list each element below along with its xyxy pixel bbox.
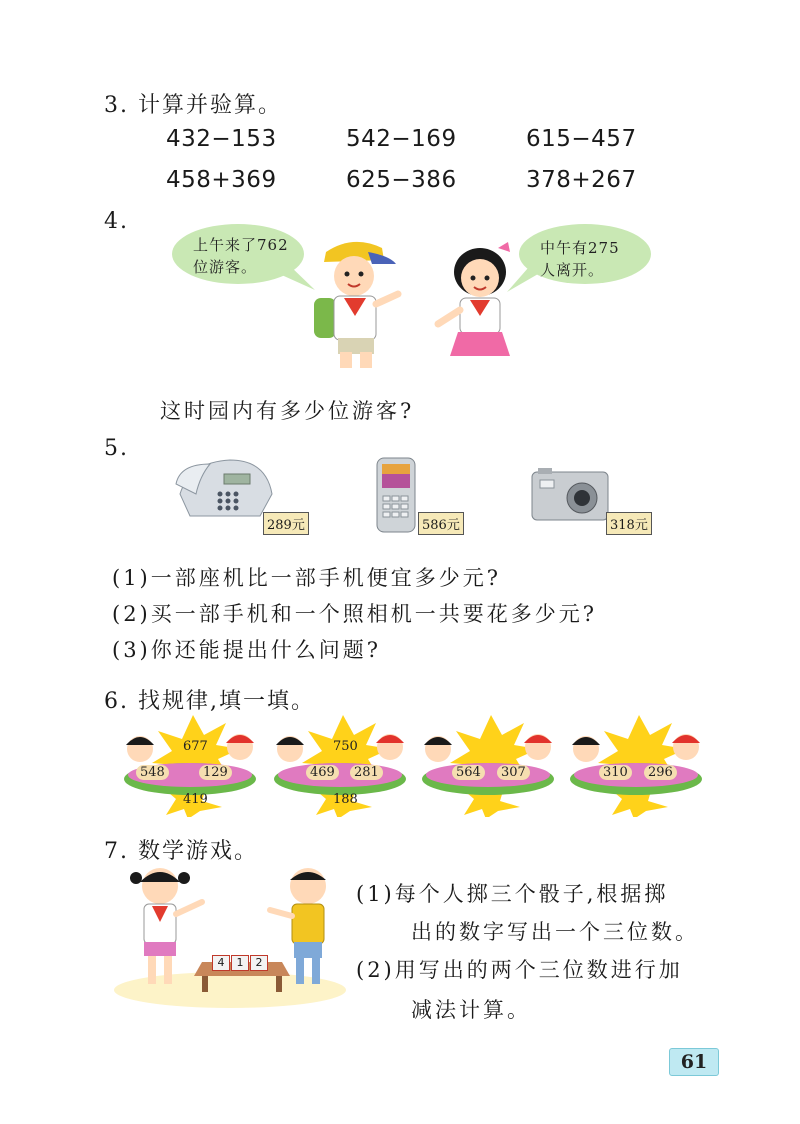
- bubble-left-line: 位游客。: [193, 258, 258, 276]
- price-tag-mobile: 586元: [418, 512, 464, 535]
- q7-heading: 7. 数学游戏。: [104, 839, 258, 864]
- boy-illustration: [308, 238, 408, 368]
- bubble-right-line: 中午有275: [540, 239, 620, 257]
- q3-expr: 625−386: [346, 167, 457, 193]
- q7-instruction-line: 出的数字写出一个三位数。: [411, 920, 699, 944]
- pattern-number-top: 750: [333, 739, 358, 754]
- q5-sub-question: (2)买一部手机和一个照相机一共要花多少元?: [112, 602, 598, 626]
- pattern-number-right: 281: [350, 765, 383, 780]
- girl-illustration: [430, 240, 530, 365]
- q3-heading: 3. 计算并验算。: [104, 93, 282, 118]
- q5-sub-question: (3)你还能提出什么问题?: [112, 638, 382, 662]
- camera-icon: [530, 466, 610, 524]
- q4-question: 这时园内有多少位游客?: [160, 399, 415, 423]
- pattern-number-right: 307: [497, 765, 530, 780]
- pattern-number-right: 296: [644, 765, 677, 780]
- q7-instruction-line: (2)用写出的两个三位数进行加: [356, 958, 683, 982]
- pattern-number-left: 548: [136, 765, 169, 780]
- bubble-right-line: 人离开。: [540, 261, 605, 279]
- seesaw-group-illustration: [564, 715, 714, 817]
- pattern-number-left: 564: [452, 765, 485, 780]
- pattern-number-left: 469: [306, 765, 339, 780]
- q6-heading: 6. 找规律,填一填。: [104, 689, 315, 714]
- pattern-number-bottom: 419: [183, 792, 208, 807]
- q7-instruction-line: 减法计算。: [411, 998, 531, 1022]
- pattern-number-right: 129: [199, 765, 232, 780]
- q7-instruction-line: (1)每个人掷三个骰子,根据掷: [356, 882, 669, 906]
- q3-expr: 458+369: [166, 167, 277, 193]
- q3-expr: 542−169: [346, 126, 457, 152]
- die-icon: 1: [231, 955, 249, 971]
- q3-expr: 615−457: [526, 126, 637, 152]
- mobile-phone-icon: [375, 456, 417, 534]
- page-number: 61: [669, 1048, 719, 1076]
- dice-game-illustration: [110, 862, 350, 1012]
- pattern-number-left: 310: [599, 765, 632, 780]
- seesaw-group-illustration: [416, 715, 566, 817]
- die-icon: 2: [250, 955, 268, 971]
- die-icon: 4: [212, 955, 230, 971]
- q3-expr: 432−153: [166, 126, 277, 152]
- bubble-left-line: 上午来了762: [193, 236, 289, 254]
- price-tag-camera: 318元: [606, 512, 652, 535]
- pattern-number-top: 677: [183, 739, 208, 754]
- q5-sub-question: (1)一部座机比一部手机便宜多少元?: [112, 566, 502, 590]
- q3-expr: 378+267: [526, 167, 637, 193]
- q4-number: 4.: [104, 209, 129, 234]
- q5-number: 5.: [104, 436, 129, 461]
- pattern-number-bottom: 188: [333, 792, 358, 807]
- price-tag-phone: 289元: [263, 512, 309, 535]
